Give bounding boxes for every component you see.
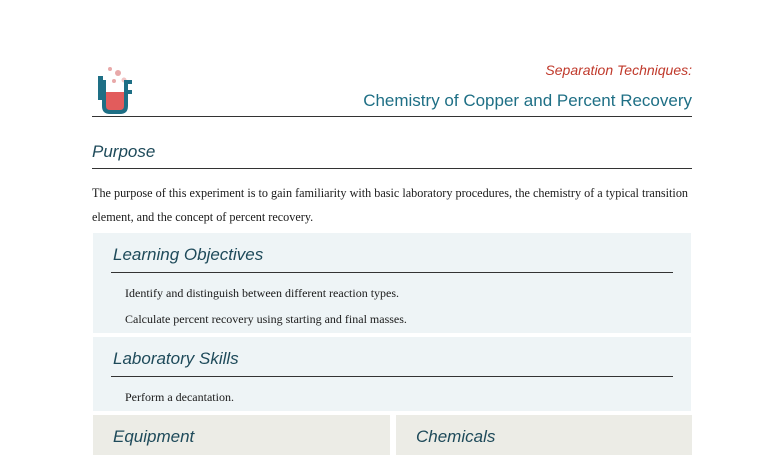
- laboratory-skills-divider: [111, 376, 673, 377]
- learning-objectives-list: [125, 280, 407, 332]
- learning-objectives-divider: [111, 272, 673, 273]
- list-item: Calculate percent recovery using starting and final masses.: [125, 312, 407, 326]
- list-item: Identify and distinguish between different reaction types.: [125, 286, 400, 300]
- section-subject: Separation Techniques:: [545, 62, 692, 78]
- equipment-box: [93, 415, 390, 455]
- purpose-heading: Purpose: [92, 142, 156, 161]
- beaker-logo-icon: [96, 66, 136, 116]
- laboratory-skills-box: [93, 337, 691, 411]
- chemicals-heading: Chemicals: [416, 427, 496, 446]
- laboratory-skills-heading: Laboratory Skills: [113, 349, 239, 368]
- equipment-heading: Equipment: [113, 427, 195, 446]
- purpose-text: The purpose of this experiment is to gain familiarity with basic laboratory procedures, the chemistry of a typical transition element, and the concept of percent recovery.: [92, 186, 689, 224]
- page-title: Chemistry of Copper and Percent Recovery: [363, 91, 692, 110]
- learning-objectives-box: [93, 233, 691, 333]
- laboratory-skills-list: [125, 384, 234, 410]
- list-item: Perform a decantation.: [125, 390, 234, 404]
- purpose-divider: [92, 168, 692, 169]
- header-divider: [92, 116, 692, 117]
- learning-objectives-heading: Learning Objectives: [113, 245, 264, 264]
- chemicals-box: [396, 415, 692, 455]
